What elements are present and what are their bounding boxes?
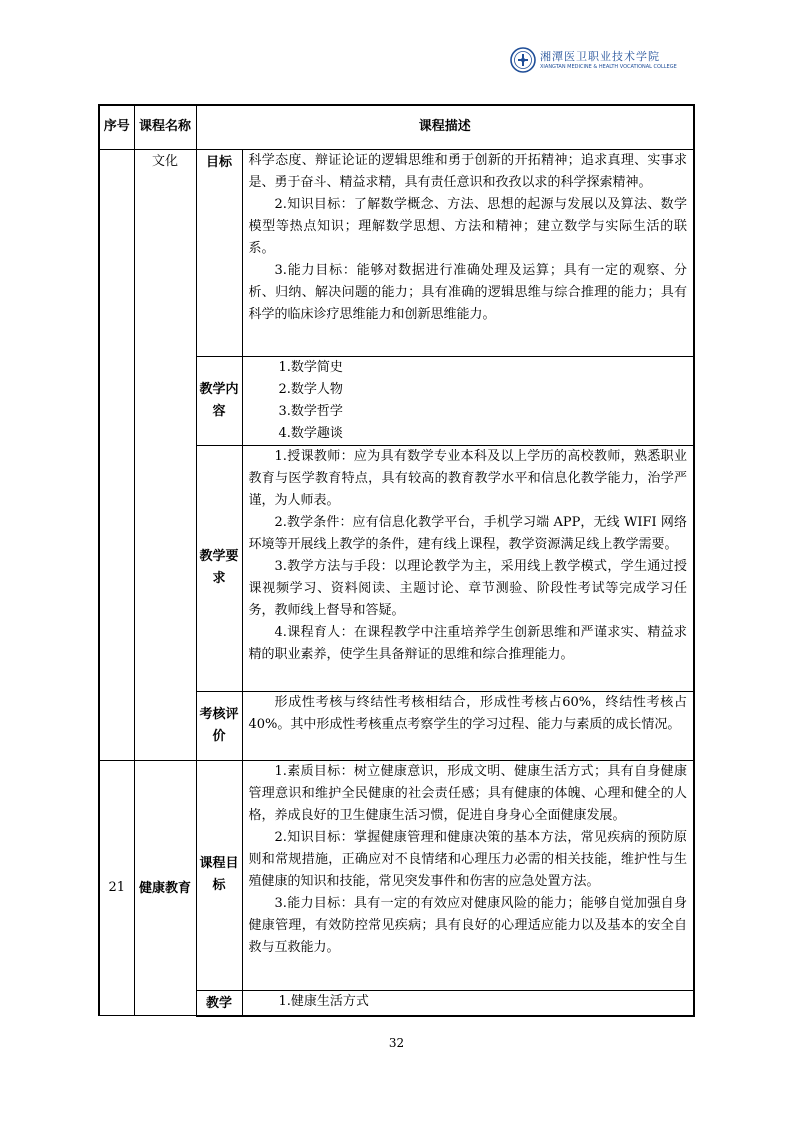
paragraph: 2.知识目标：了解数学概念、方法、思想的起源与发展以及算法、数学模型等热点知识；理解数学思想、方法和精神；建立数学与实际生活的联系。 [248, 196, 688, 256]
section-label: 教学要求 [196, 445, 242, 691]
section-label: 课程目标 [196, 760, 242, 990]
list-item: 1.数学简史 [278, 359, 343, 375]
row-course-name: 文化 [134, 149, 196, 760]
list-item: 2.数学人物 [278, 381, 343, 397]
paragraph: 3.能力目标：具有一定的有效应对健康风险的能力；能够自觉加强自身健康管理，有效防控常见疾病；具有良好的心理适应能力以及基本的安全自救与互救能力。 [248, 895, 688, 955]
logo-chinese-name: 湘潭医卫职业技术学院 [540, 49, 660, 63]
paragraph: 1.授课教师：应为具有数学专业本科及以上学历的高校教师，熟悉职业教育与医学教育特点，具有较高的教育教学水平和信息化教学能力，治学严谨，为人师表。 [248, 448, 688, 508]
section-label: 目标 [196, 149, 242, 356]
section-content [242, 356, 694, 445]
section-label: 考核评价 [196, 691, 242, 760]
paragraph: 4.课程育人：在课程教学中注重培养学生创新思维和严谨求实、精益求精的职业素养，使学生具备辩证的思维和综合推理能力。 [248, 624, 688, 662]
header-course-name: 课程名称 [134, 105, 196, 149]
list-item: 3.数学哲学 [278, 403, 343, 419]
paragraph: 形成性考核与终结性考核相结合，形成性考核占60%，终结性考核占40%。其中形成性考核重点考察学生的学习过程、能力与素质的成长情况。 [248, 694, 688, 732]
college-logo [510, 47, 680, 73]
paragraph: 3.能力目标：能够对数据进行准确处理及运算；具有一定的观察、分析、归纳、解决问题的能力；具有准确的逻辑思维与综合推理的能力；具有科学的临床诊疗思维能力和创新思维能力。 [248, 262, 688, 322]
list-item: 1.健康生活方式 [278, 993, 369, 1009]
list-item: 4.数学趣谈 [278, 425, 343, 441]
table-row [99, 760, 694, 990]
paragraph: 2.教学条件：应有信息化教学平台，手机学习端 APP，无线 WIFI 网络环境等开展线上教学的条件，建有线上课程，教学资源满足线上教学需要。 [248, 514, 688, 552]
paragraph: 2.知识目标：掌握健康管理和健康决策的基本方法，常见疾病的预防原则和常规措施，正确应对不良情绪和心理压力必需的相关技能，维护性与生殖健康的知识和技能，常见突发事件和伤害的应急处置方法。 [248, 829, 688, 889]
header-seq: 序号 [99, 105, 134, 149]
row-seq [99, 149, 134, 760]
section-label: 教学内容 [196, 356, 242, 445]
paragraph: 3.教学方法与手段：以理论教学为主，采用线上教学模式，学生通过授课视频学习、资料阅读、主题讨论、章节测验、阶段性考试等完成学习任务，教师线上督导和答疑。 [248, 558, 688, 618]
row-course-name: 健康教育 [134, 760, 196, 1016]
section-content [242, 691, 694, 760]
course-table [98, 104, 695, 1017]
page-number: 32 [388, 1036, 405, 1050]
section-content [242, 760, 694, 990]
college-emblem-icon [510, 47, 536, 73]
paragraph: 1.素质目标：树立健康意识，形成文明、健康生活方式；具有自身健康管理意识和维护全民健康的社会责任感；具有健康的体魄、心理和健全的人格，养成良好的卫生健康生活习惯，促进自身身心全面健康发展。 [248, 763, 688, 823]
section-label: 教学 [196, 990, 242, 1016]
header-course-desc: 课程描述 [196, 105, 694, 149]
row-seq: 21 [99, 760, 134, 1016]
paragraph: 科学态度、辩证论证的逻辑思维和勇于创新的开拓精神；追求真理、实事求是、勇于奋斗、精益求精，具有责任意识和孜孜以求的科学探索精神。 [248, 152, 688, 190]
section-content [242, 990, 694, 1016]
logo-english-name: XIANGTAN MEDICINE & HEALTH VOCATIONAL COLLEGE [540, 63, 677, 70]
table-header-row [99, 105, 694, 149]
section-content [242, 445, 694, 691]
section-content [242, 149, 694, 356]
table-row [99, 149, 694, 356]
